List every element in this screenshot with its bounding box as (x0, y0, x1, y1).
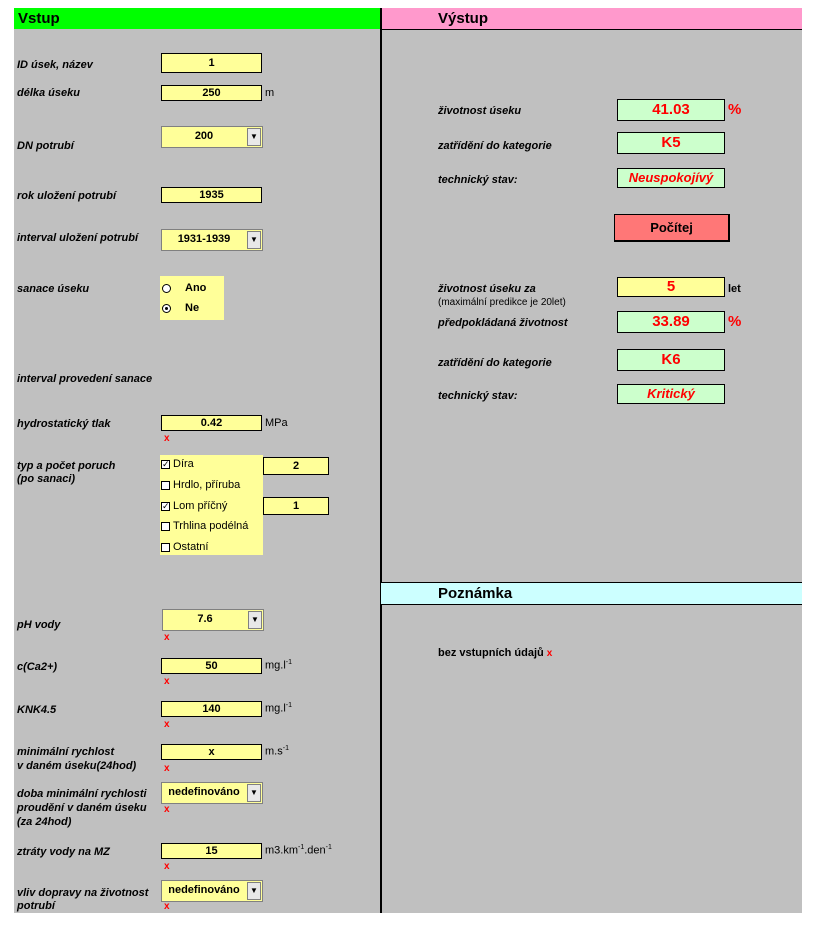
checkbox-lom[interactable] (161, 500, 227, 513)
checkbox-icon[interactable] (161, 481, 170, 490)
dira-count-input[interactable]: 2 (263, 457, 329, 475)
radio-ano[interactable] (162, 282, 206, 295)
loss-unit: $m3.km^{-1}.den^{-1}$ (265, 844, 332, 857)
dn-select[interactable] (161, 126, 263, 148)
checkbox-trhlina-label: Trhlina podélná (173, 520, 249, 532)
radio-ano-label: Ano (185, 282, 207, 294)
duration-label: doba minimální rychlosti (17, 788, 147, 800)
checkbox-hrdlo[interactable] (161, 479, 240, 492)
pressure-input[interactable]: 0.42 (161, 415, 262, 431)
interval-select[interactable] (161, 229, 263, 251)
rehab-radio-group (160, 276, 224, 320)
length-unit: m (265, 87, 275, 99)
traffic-select-value: nedefinováno (168, 884, 240, 896)
predicted-percent: % (728, 313, 742, 330)
life-after-input[interactable]: 5 (617, 277, 725, 297)
note-text (438, 647, 552, 659)
year-label: rok uložení potrubí (17, 190, 116, 202)
checkbox-dira[interactable] (161, 458, 194, 471)
vmin-label: minimální rychlost (17, 746, 115, 758)
checkbox-icon[interactable] (161, 543, 170, 552)
life-after-label: životnost úseku za (438, 283, 536, 295)
year-input[interactable]: 1935 (161, 187, 262, 203)
life-value: 41.03 (617, 99, 725, 121)
ph-label: pH vody (17, 619, 61, 631)
dn-label: DN potrubí (17, 140, 74, 152)
length-input[interactable]: 250 (161, 85, 262, 101)
life-after-unit: let (728, 283, 741, 295)
predicted-value: 33.89 (617, 311, 725, 333)
knk-x-mark: x (164, 719, 170, 730)
loss-label: ztráty vody na MZ (17, 846, 110, 858)
radio-ne-icon[interactable] (162, 304, 171, 313)
checkbox-ostatni-label: Ostatní (173, 541, 209, 553)
checkbox-checked-icon[interactable]: ✓ (162, 500, 170, 511)
predicted-label: předpokládaná životnost (438, 317, 568, 329)
dropdown-arrow-icon[interactable]: ▼ (248, 611, 262, 629)
note-text-label: bez vstupních údajů (438, 647, 544, 659)
ca-input[interactable]: 50 (161, 658, 262, 674)
dropdown-arrow-icon[interactable]: ▼ (247, 882, 261, 900)
checkbox-checked-icon[interactable]: ✓ (162, 458, 170, 469)
knk-label: KNK4.5 (17, 704, 57, 716)
radio-ne[interactable] (162, 302, 199, 315)
category2-label: zatřídění do kategorie (438, 357, 552, 369)
duration-select-value: nedefinováno (168, 786, 240, 798)
ca-x-mark: x (164, 676, 170, 687)
dropdown-arrow-icon[interactable]: ▼ (247, 128, 261, 146)
id-label: ID úsek, název (17, 59, 93, 71)
life-after-note: (maximální predikce je 20let) (438, 297, 566, 308)
vmin-input[interactable]: x (161, 744, 262, 760)
dn-select-value: 200 (194, 130, 214, 142)
failures-label-sub: (po sanaci) (17, 473, 76, 485)
checkbox-dira-label: Díra (173, 458, 194, 470)
ph-select-value: 7.6 (197, 613, 213, 625)
pressure-label: hydrostatický tlak (17, 418, 111, 430)
rehab-interval-label: interval provedení sanace (17, 373, 153, 385)
ph-select[interactable] (162, 609, 264, 631)
duration-select[interactable] (161, 782, 263, 804)
id-input[interactable]: 1 (161, 53, 262, 73)
traffic-label: vliv dopravy na životnost (17, 887, 149, 899)
calculate-button[interactable]: Počítej (614, 214, 730, 242)
state2-value: Kritický (617, 384, 725, 404)
checkbox-ostatni[interactable] (161, 541, 208, 554)
failures-label: typ a počet poruch (17, 460, 116, 472)
checkbox-trhlina[interactable] (161, 520, 248, 533)
traffic-select[interactable] (161, 880, 263, 902)
output-header: Výstup (381, 8, 802, 29)
state-label: technický stav: (438, 174, 518, 186)
state-value: Neuspokojívý (617, 168, 725, 188)
note-header: Poznámka (381, 583, 802, 604)
life-label: životnost úseku (438, 105, 522, 117)
loss-input[interactable]: 15 (161, 843, 262, 859)
form-sheet (14, 8, 802, 913)
category2-value: K6 (617, 349, 725, 371)
radio-ne-label: Ne (185, 302, 200, 314)
category-label: zatřídění do kategorie (438, 140, 552, 152)
life-percent: % (728, 101, 742, 118)
length-label: délka úseku (17, 87, 80, 99)
section-divider (380, 8, 382, 913)
loss-x-mark: x (164, 861, 170, 872)
duration-label-sub: proudění v daném úseku (17, 802, 147, 814)
note-header-line (381, 604, 802, 605)
lom-count-input[interactable]: 1 (263, 497, 329, 515)
traffic-label-sub: potrubí (17, 900, 55, 912)
traffic-x-mark: x (164, 901, 170, 912)
ca-unit: $mg.l^{-1}$ (265, 659, 293, 672)
duration-label-sub2: (za 24hod) (17, 816, 72, 828)
vmin-x-mark: x (164, 763, 170, 774)
knk-input[interactable]: 140 (161, 701, 262, 717)
output-header-line (381, 29, 802, 30)
rehab-label: sanace úseku (17, 283, 90, 295)
ca-label: c(Ca2+) (17, 661, 58, 673)
knk-unit: $mg.l^{-1}$ (265, 702, 293, 715)
checkbox-hrdlo-label: Hrdlo, příruba (173, 479, 241, 491)
category-value: K5 (617, 132, 725, 154)
interval-label: interval uložení potrubí (17, 232, 139, 244)
duration-x-mark: x (164, 804, 170, 815)
ph-x-mark: x (164, 632, 170, 643)
state2-label: technický stav: (438, 390, 518, 402)
note-x-mark: x (546, 648, 553, 659)
vmin-unit: $m.s^{-1}$ (265, 745, 289, 758)
radio-ano-icon[interactable] (162, 284, 171, 293)
input-header: Vstup (14, 8, 380, 29)
interval-select-value: 1931-1939 (177, 233, 231, 245)
vmin-label-sub: v daném úseku(24hod) (17, 760, 137, 772)
checkbox-lom-label: Lom příčný (173, 500, 228, 512)
failures-checkbox-group (160, 455, 263, 555)
pressure-unit: MPa (265, 417, 288, 429)
checkbox-icon[interactable] (161, 522, 170, 531)
dropdown-arrow-icon[interactable]: ▼ (247, 231, 261, 249)
dropdown-arrow-icon[interactable]: ▼ (247, 784, 261, 802)
pressure-x-mark: x (164, 433, 170, 444)
